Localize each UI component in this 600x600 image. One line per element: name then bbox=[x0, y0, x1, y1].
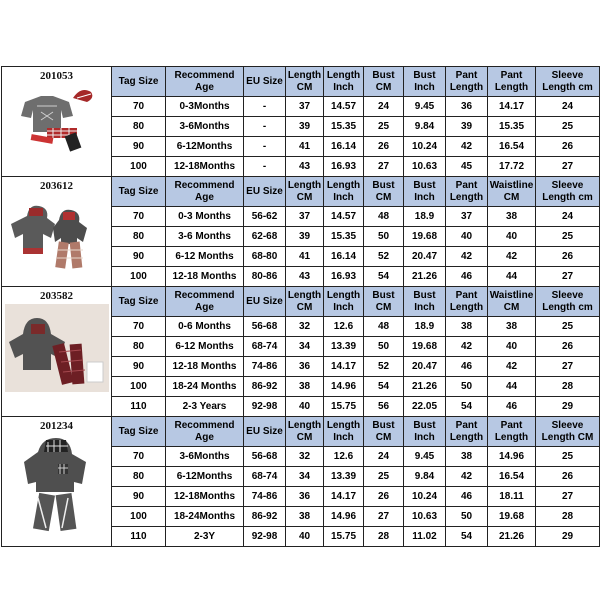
table-cell: 14.17 bbox=[324, 487, 364, 507]
table-cell: 24 bbox=[364, 97, 404, 117]
table-cell: 22.05 bbox=[404, 397, 446, 417]
column-header: Pant Length bbox=[446, 67, 488, 97]
table-cell: 16.14 bbox=[324, 247, 364, 267]
column-header: Length Inch bbox=[324, 287, 364, 317]
table-cell: 100 bbox=[112, 267, 166, 287]
table-cell: 36 bbox=[286, 357, 324, 377]
table-cell: 18.9 bbox=[404, 207, 446, 227]
product-photo-203582 bbox=[5, 304, 109, 392]
table-cell: 100 bbox=[112, 377, 166, 397]
column-header: EU Size bbox=[244, 287, 286, 317]
table-cell: 43 bbox=[286, 267, 324, 287]
table-cell: 90 bbox=[112, 247, 166, 267]
table-cell: 54 bbox=[446, 527, 488, 547]
product-id: 203612 bbox=[40, 180, 73, 192]
column-header: Pant Length bbox=[446, 417, 488, 447]
table-cell: 40 bbox=[488, 337, 536, 357]
table-cell: 80 bbox=[112, 337, 166, 357]
table-cell: 14.96 bbox=[488, 447, 536, 467]
table-cell: 19.68 bbox=[404, 227, 446, 247]
table-cell: 25 bbox=[536, 447, 600, 467]
table-cell: 16.54 bbox=[488, 137, 536, 157]
table-cell: 20.47 bbox=[404, 357, 446, 377]
table-cell: 56 bbox=[364, 397, 404, 417]
table-cell: 20.47 bbox=[404, 247, 446, 267]
table-cell: 68-74 bbox=[244, 337, 286, 357]
table-cell: 44 bbox=[488, 377, 536, 397]
table-cell: 34 bbox=[286, 467, 324, 487]
table-cell: 46 bbox=[446, 487, 488, 507]
table-cell: 14.96 bbox=[324, 377, 364, 397]
table-cell: 32 bbox=[286, 447, 324, 467]
table-cell: 17.72 bbox=[488, 157, 536, 177]
column-header: Bust CM bbox=[364, 67, 404, 97]
table-cell: 28 bbox=[536, 377, 600, 397]
table-cell: 12-18 Months bbox=[166, 357, 244, 377]
table-cell: 29 bbox=[536, 527, 600, 547]
table-cell: 40 bbox=[286, 397, 324, 417]
column-header: Tag Size bbox=[112, 67, 166, 97]
table-cell: 24 bbox=[536, 207, 600, 227]
table-cell: 10.24 bbox=[404, 137, 446, 157]
table-cell: 29 bbox=[536, 397, 600, 417]
table-cell: 26 bbox=[536, 337, 600, 357]
column-header: Bust Inch bbox=[404, 67, 446, 97]
table-cell: 86-92 bbox=[244, 507, 286, 527]
column-header: Waistline CM bbox=[488, 287, 536, 317]
table-cell: 44 bbox=[488, 267, 536, 287]
column-header: Tag Size bbox=[112, 287, 166, 317]
table-cell: 56-62 bbox=[244, 207, 286, 227]
table-cell: 90 bbox=[112, 357, 166, 377]
table-cell: 80-86 bbox=[244, 267, 286, 287]
table-cell: 48 bbox=[364, 317, 404, 337]
table-cell: - bbox=[244, 117, 286, 137]
table-cell: 50 bbox=[364, 227, 404, 247]
table-cell: 42 bbox=[488, 357, 536, 377]
table-cell: 110 bbox=[112, 397, 166, 417]
column-header: Bust Inch bbox=[404, 287, 446, 317]
column-header: Recommend Age bbox=[166, 177, 244, 207]
table-cell: 27 bbox=[364, 157, 404, 177]
table-cell: 42 bbox=[446, 137, 488, 157]
table-cell: 110 bbox=[112, 527, 166, 547]
table-cell: 42 bbox=[446, 247, 488, 267]
table-cell: 27 bbox=[536, 357, 600, 377]
table-cell: 37 bbox=[286, 97, 324, 117]
table-cell: 100 bbox=[112, 157, 166, 177]
table-cell: 14.57 bbox=[324, 97, 364, 117]
table-cell: 40 bbox=[446, 227, 488, 247]
column-header: EU Size bbox=[244, 177, 286, 207]
table-cell: 18.9 bbox=[404, 317, 446, 337]
table-cell: 18-24 Months bbox=[166, 377, 244, 397]
table-cell: 26 bbox=[536, 467, 600, 487]
column-header: Bust CM bbox=[364, 287, 404, 317]
table-cell: 18-24Months bbox=[166, 507, 244, 527]
table-cell: 3-6Months bbox=[166, 117, 244, 137]
table-cell: 21.26 bbox=[404, 377, 446, 397]
table-cell: 52 bbox=[364, 357, 404, 377]
product-photo-203612 bbox=[7, 194, 107, 274]
column-header: Sleeve Length cm bbox=[536, 177, 600, 207]
table-cell: 21.26 bbox=[488, 527, 536, 547]
table-cell: 92-98 bbox=[244, 397, 286, 417]
table-cell: 36 bbox=[286, 487, 324, 507]
table-cell: 0-6 Months bbox=[166, 317, 244, 337]
table-cell: 80 bbox=[112, 227, 166, 247]
table-cell: 70 bbox=[112, 97, 166, 117]
column-header: Tag Size bbox=[112, 177, 166, 207]
table-cell: 14.57 bbox=[324, 207, 364, 227]
table-cell: 42 bbox=[446, 467, 488, 487]
table-cell: 21.26 bbox=[404, 267, 446, 287]
table-cell: 26 bbox=[364, 487, 404, 507]
table-cell: 27 bbox=[536, 157, 600, 177]
column-header: Bust CM bbox=[364, 417, 404, 447]
column-header: EU Size bbox=[244, 67, 286, 97]
table-cell: 0-3Months bbox=[166, 97, 244, 117]
column-header: Sleeve Length cm bbox=[536, 287, 600, 317]
product-id: 203582 bbox=[40, 290, 73, 302]
table-cell: 70 bbox=[112, 207, 166, 227]
table-cell: 12-18Months bbox=[166, 487, 244, 507]
table-cell: 6-12Months bbox=[166, 137, 244, 157]
table-cell: 0-3 Months bbox=[166, 207, 244, 227]
table-cell: 6-12 Months bbox=[166, 247, 244, 267]
column-header: Tag Size bbox=[112, 417, 166, 447]
table-cell: 39 bbox=[286, 227, 324, 247]
header-row bbox=[2, 287, 600, 317]
table-cell: 28 bbox=[536, 507, 600, 527]
table-cell: 24 bbox=[364, 447, 404, 467]
header-row bbox=[2, 177, 600, 207]
table-cell: 80 bbox=[112, 467, 166, 487]
product-id: 201053 bbox=[40, 70, 73, 82]
table-cell: 25 bbox=[536, 117, 600, 137]
table-cell: 37 bbox=[286, 207, 324, 227]
table-cell: 37 bbox=[446, 207, 488, 227]
table-cell: 54 bbox=[446, 397, 488, 417]
table-cell: 39 bbox=[286, 117, 324, 137]
column-header: Length Inch bbox=[324, 177, 364, 207]
table-cell: 14.17 bbox=[488, 97, 536, 117]
table-cell: 46 bbox=[488, 397, 536, 417]
table-cell: 16.93 bbox=[324, 267, 364, 287]
table-cell: 15.35 bbox=[488, 117, 536, 137]
table-cell: 25 bbox=[364, 117, 404, 137]
table-cell: 12.6 bbox=[324, 447, 364, 467]
table-cell: 56-68 bbox=[244, 317, 286, 337]
table-cell: 38 bbox=[446, 317, 488, 337]
product-cell bbox=[2, 287, 112, 417]
table-cell: 18.11 bbox=[488, 487, 536, 507]
table-cell: 14.17 bbox=[324, 357, 364, 377]
table-cell: 25 bbox=[536, 227, 600, 247]
table-cell: 41 bbox=[286, 247, 324, 267]
table-cell: 26 bbox=[536, 137, 600, 157]
product-photo-201053 bbox=[7, 84, 107, 154]
header-row bbox=[2, 417, 600, 447]
column-header: Bust Inch bbox=[404, 417, 446, 447]
table-cell: 70 bbox=[112, 317, 166, 337]
table-cell: 19.68 bbox=[488, 507, 536, 527]
column-header: Bust CM bbox=[364, 177, 404, 207]
table-cell: 68-80 bbox=[244, 247, 286, 267]
product-cell bbox=[2, 177, 112, 287]
table-cell: 3-6 Months bbox=[166, 227, 244, 247]
column-header: Sleeve Length cm bbox=[536, 67, 600, 97]
table-cell: 11.02 bbox=[404, 527, 446, 547]
product-cell bbox=[2, 417, 112, 547]
table-cell: 36 bbox=[446, 97, 488, 117]
table-cell: 12.6 bbox=[324, 317, 364, 337]
table-cell: 74-86 bbox=[244, 357, 286, 377]
table-cell: 38 bbox=[488, 317, 536, 337]
table-cell: 25 bbox=[364, 467, 404, 487]
table-cell: 50 bbox=[446, 377, 488, 397]
table-cell: 32 bbox=[286, 317, 324, 337]
table-cell: 16.14 bbox=[324, 137, 364, 157]
table-cell: 6-12Months bbox=[166, 467, 244, 487]
table-cell: 54 bbox=[364, 267, 404, 287]
table-cell: 16.93 bbox=[324, 157, 364, 177]
product-cell bbox=[2, 67, 112, 177]
table-cell: 9.45 bbox=[404, 447, 446, 467]
column-header: Length Inch bbox=[324, 417, 364, 447]
table-cell: 16.54 bbox=[488, 467, 536, 487]
column-header: Waistline CM bbox=[488, 177, 536, 207]
table-cell: 3-6Months bbox=[166, 447, 244, 467]
table-cell: 34 bbox=[286, 337, 324, 357]
table-cell: 74-86 bbox=[244, 487, 286, 507]
table-cell: 70 bbox=[112, 447, 166, 467]
table-cell: 10.63 bbox=[404, 157, 446, 177]
table-cell: 2-3 Years bbox=[166, 397, 244, 417]
table-cell: 13.39 bbox=[324, 467, 364, 487]
table-cell: 26 bbox=[364, 137, 404, 157]
table-cell: 90 bbox=[112, 487, 166, 507]
column-header: Pant Length bbox=[446, 287, 488, 317]
table-cell: 9.84 bbox=[404, 467, 446, 487]
table-cell: 42 bbox=[488, 247, 536, 267]
table-cell: 46 bbox=[446, 267, 488, 287]
table-cell: 12-18Months bbox=[166, 157, 244, 177]
column-header: EU Size bbox=[244, 417, 286, 447]
table-cell: 38 bbox=[286, 377, 324, 397]
table-cell: 19.68 bbox=[404, 337, 446, 357]
column-header: Bust Inch bbox=[404, 177, 446, 207]
table-cell: 6-12 Months bbox=[166, 337, 244, 357]
table-cell: 10.24 bbox=[404, 487, 446, 507]
column-header: Recommend Age bbox=[166, 417, 244, 447]
table-cell: 50 bbox=[364, 337, 404, 357]
product-id: 201234 bbox=[40, 420, 73, 432]
table-cell: 43 bbox=[286, 157, 324, 177]
column-header: Length CM bbox=[286, 177, 324, 207]
table-cell: 2-3Y bbox=[166, 527, 244, 547]
table-cell: 39 bbox=[446, 117, 488, 137]
table-cell: 15.75 bbox=[324, 397, 364, 417]
column-header: Length CM bbox=[286, 67, 324, 97]
table-cell: 80 bbox=[112, 117, 166, 137]
table-cell: - bbox=[244, 137, 286, 157]
table-cell: 25 bbox=[536, 317, 600, 337]
column-header: Length Inch bbox=[324, 67, 364, 97]
table-cell: 27 bbox=[536, 487, 600, 507]
table-cell: 27 bbox=[536, 267, 600, 287]
header-row bbox=[2, 67, 600, 97]
table-cell: - bbox=[244, 157, 286, 177]
table-cell: 13.39 bbox=[324, 337, 364, 357]
table-cell: 40 bbox=[286, 527, 324, 547]
table-cell: 28 bbox=[364, 527, 404, 547]
table-cell: 15.75 bbox=[324, 527, 364, 547]
table-cell: 26 bbox=[536, 247, 600, 267]
table-cell: 48 bbox=[364, 207, 404, 227]
column-header: Length CM bbox=[286, 287, 324, 317]
table-cell: 38 bbox=[446, 447, 488, 467]
table-cell: 100 bbox=[112, 507, 166, 527]
table-cell: 9.45 bbox=[404, 97, 446, 117]
column-header: Recommend Age bbox=[166, 67, 244, 97]
table-cell: 9.84 bbox=[404, 117, 446, 137]
column-header: Pant Length bbox=[488, 67, 536, 97]
table-cell: 90 bbox=[112, 137, 166, 157]
product-photo-201234 bbox=[12, 434, 102, 534]
column-header: Length CM bbox=[286, 417, 324, 447]
table-cell: 27 bbox=[364, 507, 404, 527]
table-cell: 38 bbox=[488, 207, 536, 227]
table-cell: 62-68 bbox=[244, 227, 286, 247]
table-cell: 45 bbox=[446, 157, 488, 177]
table-cell: 50 bbox=[446, 507, 488, 527]
table-cell: - bbox=[244, 97, 286, 117]
column-header: Pant Length bbox=[446, 177, 488, 207]
column-header: Pant Length bbox=[488, 417, 536, 447]
table-cell: 54 bbox=[364, 377, 404, 397]
column-header: Sleeve Length CM bbox=[536, 417, 600, 447]
size-chart-table bbox=[1, 66, 600, 547]
table-cell: 52 bbox=[364, 247, 404, 267]
table-cell: 46 bbox=[446, 357, 488, 377]
table-cell: 56-68 bbox=[244, 447, 286, 467]
table-cell: 38 bbox=[286, 507, 324, 527]
table-cell: 42 bbox=[446, 337, 488, 357]
column-header: Recommend Age bbox=[166, 287, 244, 317]
table-cell: 41 bbox=[286, 137, 324, 157]
table-cell: 92-98 bbox=[244, 527, 286, 547]
table-cell: 86-92 bbox=[244, 377, 286, 397]
table-cell: 10.63 bbox=[404, 507, 446, 527]
table-cell: 15.35 bbox=[324, 117, 364, 137]
table-cell: 12-18 Months bbox=[166, 267, 244, 287]
table-cell: 68-74 bbox=[244, 467, 286, 487]
table-cell: 15.35 bbox=[324, 227, 364, 247]
table-cell: 24 bbox=[536, 97, 600, 117]
table-cell: 14.96 bbox=[324, 507, 364, 527]
table-cell: 40 bbox=[488, 227, 536, 247]
